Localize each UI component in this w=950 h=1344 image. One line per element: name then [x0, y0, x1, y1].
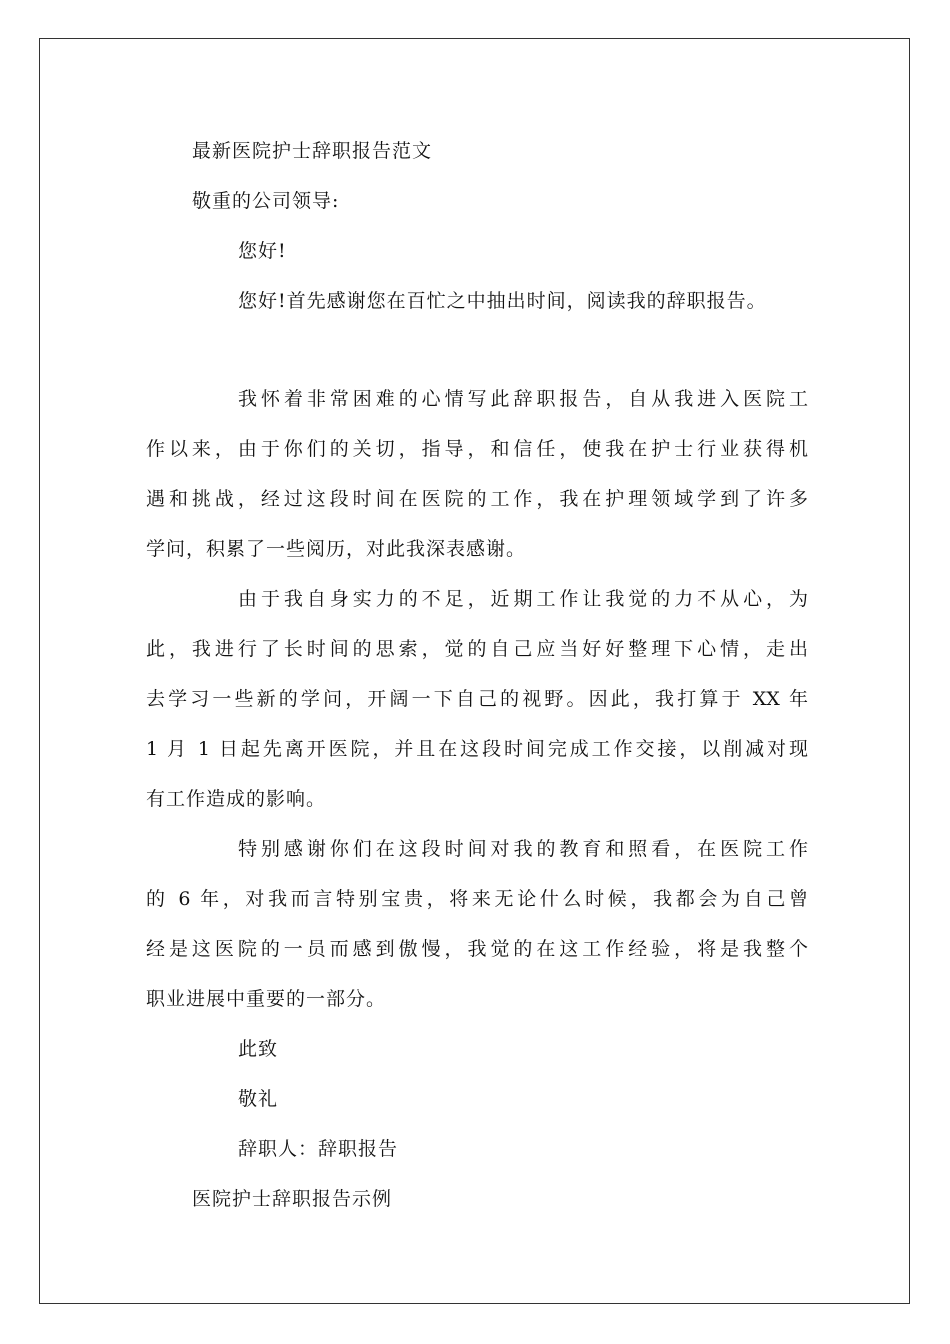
- closing-line-2: 敬礼: [238, 1088, 279, 1110]
- page-border: [39, 38, 910, 1304]
- salutation: 敬重的公司领导:: [192, 190, 340, 212]
- greeting: 您好!: [238, 240, 287, 262]
- paragraph-2-line: 由于我自身实力的不足，近期工作让我觉的力不从心，为: [238, 588, 808, 610]
- closing-line-1: 此致: [238, 1038, 279, 1060]
- paragraph-3-line: 特别感谢你们在这段时间对我的教育和照看，在医院工作: [238, 838, 808, 860]
- paragraph-2-line: 此，我进行了长时间的思索，觉的自己应当好好整理下心情，走出: [146, 638, 808, 660]
- paragraph-2-line: 去学习一些新的学问，开阔一下自己的视野。因此，我打算于 XX 年: [146, 688, 808, 710]
- paragraph-2-line: 1 月 1 日起先离开医院，并且在这段时间完成工作交接，以削减对现: [146, 738, 808, 760]
- paragraph-1-line: 作以来，由于你们的关切，指导，和信任，使我在护士行业获得机: [146, 438, 808, 460]
- next-section-title: 医院护士辞职报告示例: [192, 1188, 393, 1210]
- paragraph-2-line: 有工作造成的影响。: [146, 788, 327, 810]
- paragraph-1-line: 我怀着非常困难的心情写此辞职报告，自从我进入医院工: [238, 388, 808, 410]
- paragraph-1-line: 遇和挑战，经过这段时间在医院的工作，我在护理领域学到了许多: [146, 488, 808, 510]
- document-title: 最新医院护士辞职报告范文: [192, 140, 433, 162]
- paragraph-3-line: 经是这医院的一员而感到傲慢，我觉的在这工作经验，将是我整个: [146, 938, 808, 960]
- paragraph-1-line: 学问，积累了一些阅历，对此我深表感谢。: [146, 538, 527, 560]
- paragraph-3-line: 职业进展中重要的一部分。: [146, 988, 387, 1010]
- signature-line: 辞职人：辞职报告: [238, 1138, 399, 1160]
- intro-line: 您好!首先感谢您在百忙之中抽出时间，阅读我的辞职报告。: [238, 290, 767, 312]
- paragraph-3-line: 的 6 年，对我而言特别宝贵，将来无论什么时候，我都会为自己曾: [146, 888, 808, 910]
